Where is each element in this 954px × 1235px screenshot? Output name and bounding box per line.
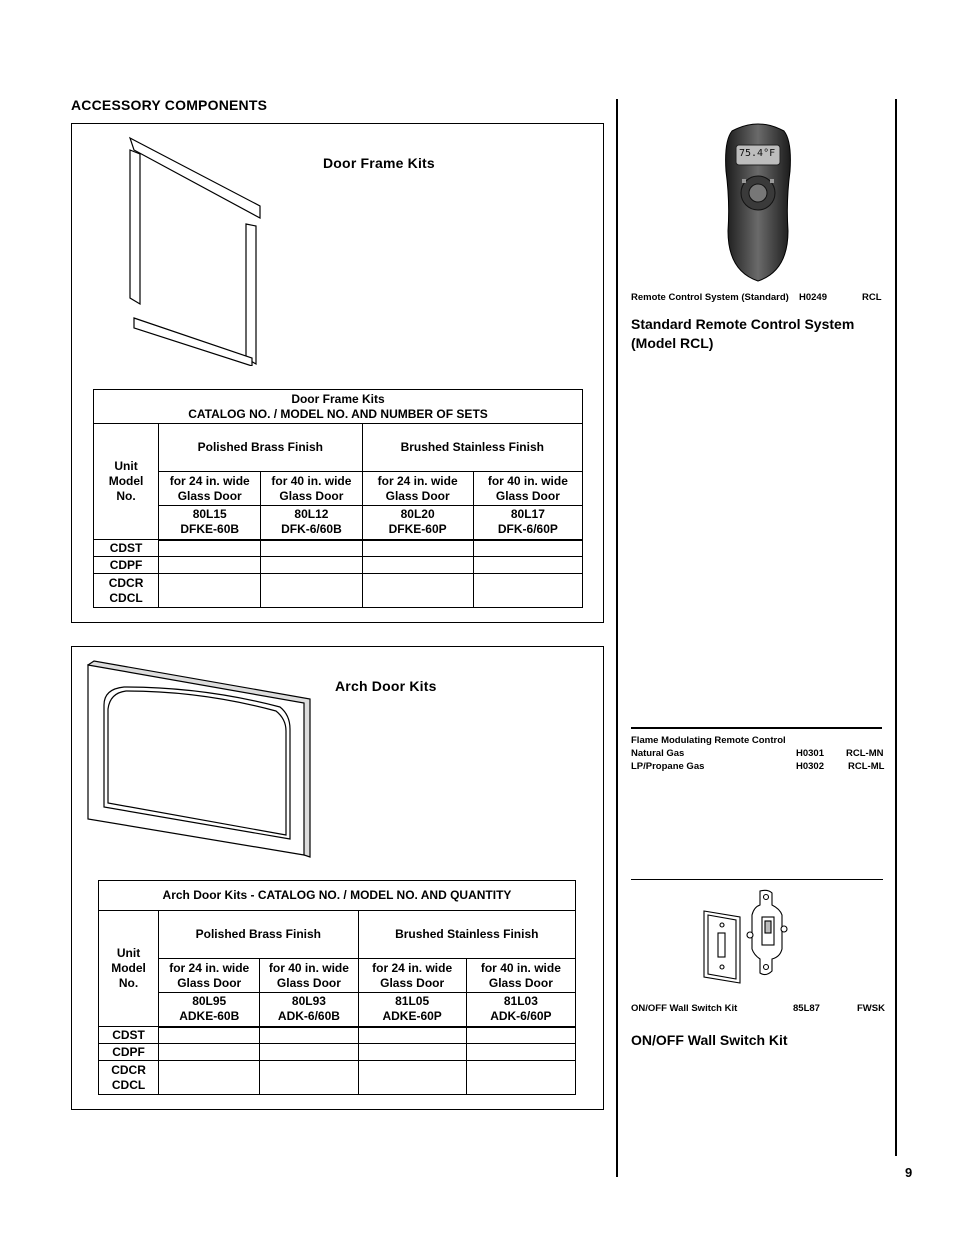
door-frame-table-title: Door Frame Kits CATALOG NO. / MODEL NO. AND NUMBER OF SETS	[94, 390, 583, 424]
table-row	[99, 1044, 576, 1061]
arch-door-kits-box	[71, 646, 604, 1110]
unit-model-header: Unit Model No.	[99, 911, 159, 1027]
arch-door-kit-illustration	[84, 657, 314, 859]
unit-model-cell: CDCR CDCL	[99, 1061, 159, 1095]
unit-model-header: Unit Model No.	[94, 424, 159, 540]
catalog-code: 80L95 ADKE-60B	[159, 993, 260, 1027]
size-header: for 40 in. wide Glass Door	[466, 959, 575, 993]
size-header: for 24 in. wide Glass Door	[358, 959, 466, 993]
flame-title: Flame Modulating Remote Control	[631, 735, 786, 746]
arch-door-kits-heading: Arch Door Kits	[335, 678, 437, 694]
arch-door-table-title: Arch Door Kits - CATALOG NO. / MODEL NO. AND QUANTITY	[99, 881, 576, 911]
page-number: 9	[905, 1165, 913, 1180]
finish-header: Polished Brass Finish	[159, 424, 362, 472]
switch-caption-name: ON/OFF Wall Switch Kit	[631, 1003, 738, 1014]
size-header: for 24 in. wide Glass Door	[362, 472, 473, 506]
remote-caption-name: Remote Control System (Standard)	[631, 292, 789, 303]
remote-control-illustration	[722, 121, 794, 283]
flame-item-part: H0301	[796, 748, 824, 759]
door-frame-kits-heading: Door Frame Kits	[323, 155, 435, 171]
catalog-code: 80L12 DFK-6/60B	[261, 506, 362, 540]
flame-item-part: H0302	[796, 761, 824, 772]
door-frame-kits-table	[93, 389, 583, 608]
unit-model-cell: CDST	[99, 1027, 159, 1044]
catalog-code: 80L15 DFKE-60B	[159, 506, 261, 540]
flame-section-rule	[631, 727, 882, 729]
flame-item-name: Natural Gas	[631, 748, 685, 759]
unit-model-cell: CDST	[94, 540, 159, 557]
flame-item-name: LP/Propane Gas	[631, 761, 705, 772]
section-title: ACCESSORY COMPONENTS	[71, 97, 268, 113]
flame-item-model: RCL-MN	[846, 748, 884, 759]
size-header: for 40 in. wide Glass Door	[261, 472, 362, 506]
flame-item-model: RCL-ML	[848, 761, 885, 772]
table-row	[94, 574, 583, 608]
standard-remote-title: Standard Remote Control System (Model RCL)	[631, 316, 855, 351]
size-header: for 40 in. wide Glass Door	[473, 472, 582, 506]
finish-header: Brushed Stainless Finish	[362, 424, 582, 472]
door-frame-kit-illustration	[124, 136, 264, 366]
switch-caption-model: FWSK	[857, 1003, 885, 1014]
size-header: for 40 in. wide Glass Door	[260, 959, 358, 993]
table-row	[94, 540, 583, 557]
wall-switch-title: ON/OFF Wall Switch Kit	[631, 1032, 788, 1048]
column-divider-right	[895, 99, 897, 1156]
catalog-code: 80L17 DFK-6/60P	[473, 506, 582, 540]
unit-model-cell: CDPF	[94, 557, 159, 574]
table-row	[94, 557, 583, 574]
catalog-code: 80L93 ADK-6/60B	[260, 993, 358, 1027]
finish-header: Brushed Stainless Finish	[358, 911, 575, 959]
switch-caption-part: 85L87	[793, 1003, 820, 1014]
wall-switch-illustration	[702, 889, 792, 985]
remote-lcd-readout: 75.4°F	[739, 148, 776, 159]
remote-caption-part: H0249	[799, 292, 827, 303]
catalog-code: 81L05 ADKE-60P	[358, 993, 466, 1027]
arch-door-kits-table	[98, 880, 576, 1095]
catalog-code: 81L03 ADK-6/60P	[466, 993, 575, 1027]
column-divider-left	[616, 99, 618, 1177]
remote-caption-model: RCL	[862, 292, 882, 303]
switch-section-rule	[631, 879, 883, 880]
size-header: for 24 in. wide Glass Door	[159, 472, 261, 506]
finish-header: Polished Brass Finish	[159, 911, 358, 959]
size-header: for 24 in. wide Glass Door	[159, 959, 260, 993]
table-row	[99, 1061, 576, 1095]
catalog-code: 80L20 DFKE-60P	[362, 506, 473, 540]
unit-model-cell: CDCR CDCL	[94, 574, 159, 608]
door-frame-kits-box	[71, 123, 604, 623]
table-row	[99, 1027, 576, 1044]
unit-model-cell: CDPF	[99, 1044, 159, 1061]
